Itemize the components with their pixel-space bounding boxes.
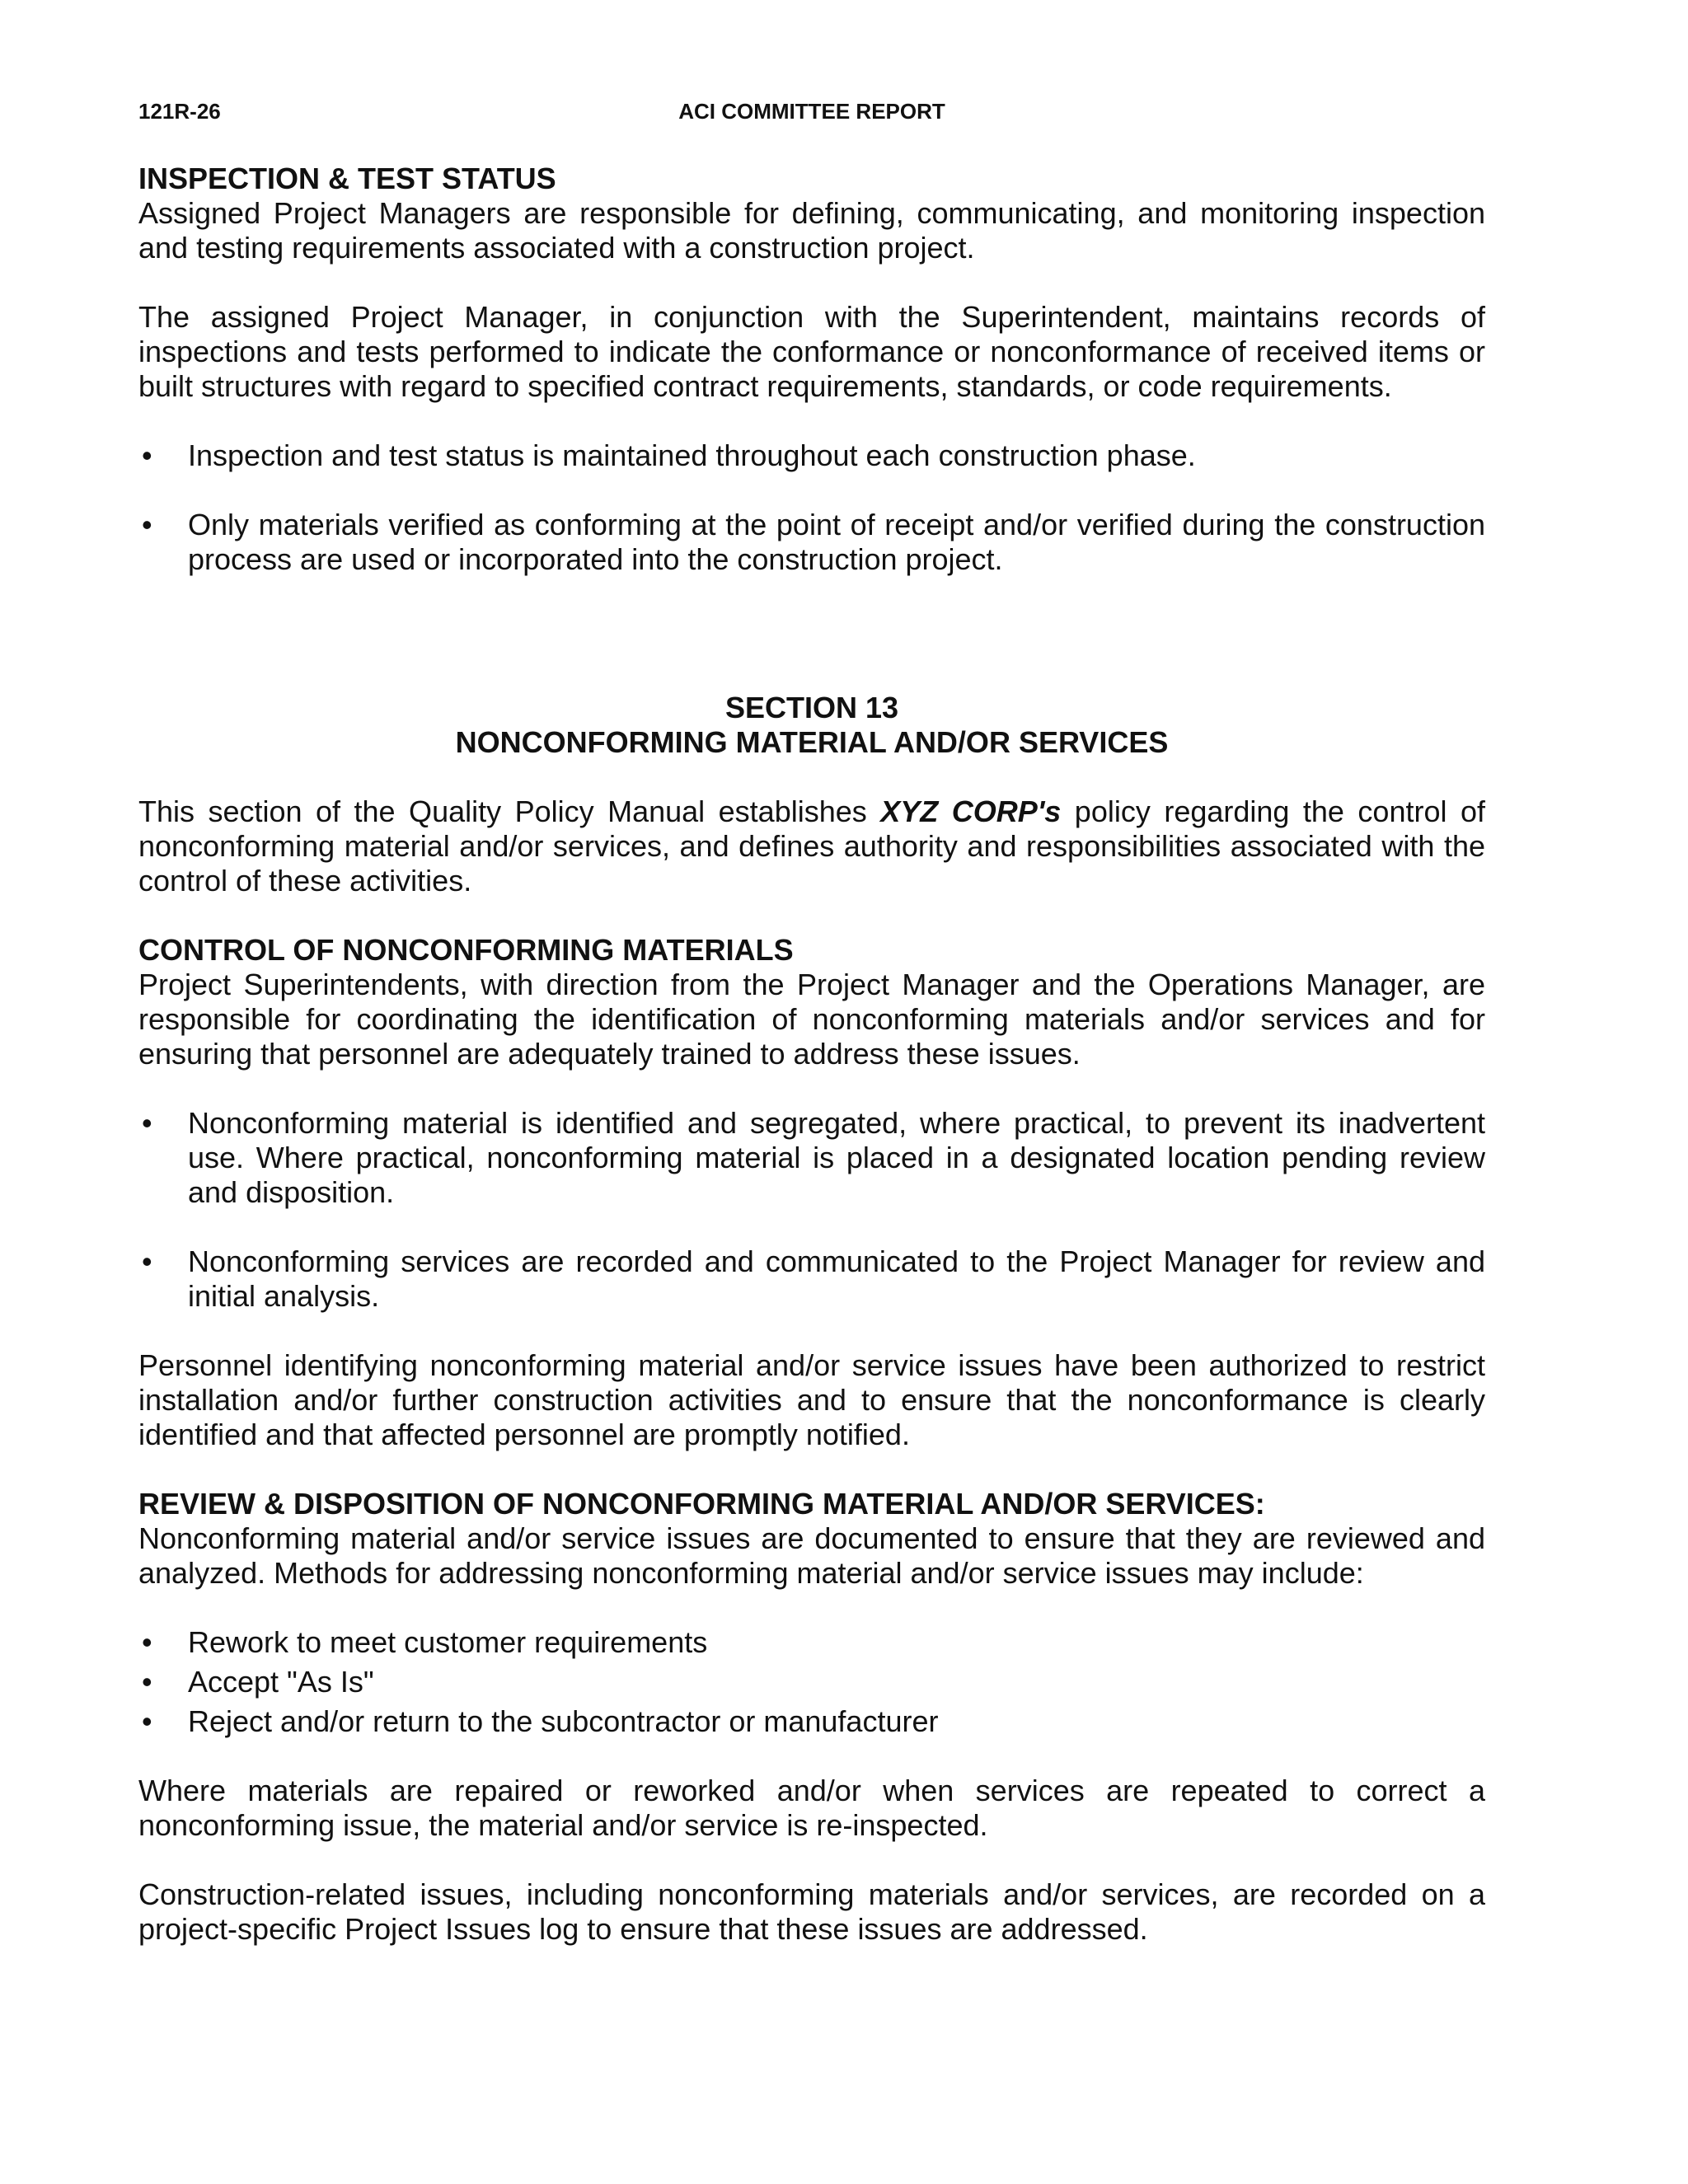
- report-title: ACI COMMITTEE REPORT: [678, 99, 945, 124]
- list-item-text: Inspection and test status is maintained throughout each construction phase.: [188, 438, 1196, 472]
- list-item-text: Nonconforming material is identified and segregated, where practical, to prevent its inadvertent use. Where practical, nonconforming material is placed in a designated location pending review and disposition.: [188, 1106, 1485, 1209]
- intro-text-start: This section of the Quality Policy Manual establishes: [138, 794, 881, 828]
- list-item: [138, 1625, 1485, 1660]
- list-item-text: Reject and/or return to the subcontractor or manufacturer: [188, 1704, 939, 1738]
- list-item-text: Nonconforming services are recorded and communicated to the Project Manager for review and initial analysis.: [188, 1244, 1485, 1313]
- list-item: [138, 438, 1485, 473]
- list-item-text: Only materials verified as conforming at the point of receipt and/or verified during the construction process are used or incorporated into the construction project.: [188, 508, 1485, 576]
- bullet-icon: •: [142, 508, 152, 541]
- list-item-text: Rework to meet customer requirements: [188, 1625, 708, 1659]
- list-item: [138, 508, 1485, 577]
- inspection-paragraph-1: Assigned Project Managers are responsible for defining, communicating, and monitoring inspection and testing requirements associated with a construction project.: [138, 196, 1485, 265]
- bullet-icon: •: [142, 1704, 152, 1738]
- control-bullet-list: [138, 1106, 1485, 1314]
- section-title: NONCONFORMING MATERIAL AND/OR SERVICES: [455, 725, 1169, 759]
- section-13-intro: [138, 794, 1485, 898]
- review-bullet-list: [138, 1625, 1485, 1739]
- list-item: [138, 1106, 1485, 1210]
- page-number: 121R-26: [138, 99, 221, 124]
- list-item: [138, 1704, 1485, 1739]
- bullet-icon: •: [142, 1625, 152, 1659]
- control-heading: CONTROL OF NONCONFORMING MATERIALS: [138, 933, 794, 967]
- bullet-icon: •: [142, 1665, 152, 1699]
- company-name: XYZ CORP's: [880, 794, 1062, 828]
- review-paragraph-1: Nonconforming material and/or service issues are documented to ensure that they are reviewed and analyzed. Methods for addressing nonconforming material and/or service issues may include:: [138, 1521, 1485, 1590]
- review-heading: REVIEW & DISPOSITION OF NONCONFORMING MATERIAL AND/OR SERVICES:: [138, 1487, 1265, 1521]
- inspection-heading: INSPECTION & TEST STATUS: [138, 162, 556, 195]
- review-paragraph-2: Where materials are repaired or reworked and/or when services are repeated to correct a nonconforming issue, the material and/or service is re-inspected.: [138, 1774, 1485, 1842]
- review-paragraph-3: Construction-related issues, including nonconforming materials and/or services, are recorded on a project-specific Project Issues log to ensure that these issues are addressed.: [138, 1877, 1485, 1946]
- list-item: [138, 1665, 1485, 1699]
- document-body: [138, 162, 1485, 1981]
- running-header: [138, 99, 1485, 127]
- bullet-icon: •: [142, 1244, 152, 1278]
- control-paragraph-2: Personnel identifying nonconforming material and/or service issues have been authorized to restrict installation and/or further construction activities and to ensure that the nonconformance is clearly identified and that affected personnel are promptly notified.: [138, 1348, 1485, 1451]
- section-number: SECTION 13: [724, 691, 899, 724]
- bullet-icon: •: [142, 1106, 152, 1140]
- list-item: [138, 1244, 1485, 1314]
- inspection-bullet-list: [138, 438, 1485, 577]
- section-13-title-block: [138, 691, 1485, 760]
- list-item-text: Accept "As Is": [188, 1665, 374, 1699]
- control-paragraph-1: Project Superintendents, with direction from the Project Manager and the Operations Manager, are responsible for coordinating the identification of nonconforming materials and/or services and for ensuring that personnel are adequately trained to address these issues.: [138, 968, 1485, 1071]
- inspection-paragraph-2: The assigned Project Manager, in conjunction with the Superintendent, maintains records of inspections and tests performed to indicate the conformance or nonconformance of received items or built structures with regard to specified contract requirements, standards, or code requirements.: [138, 300, 1485, 403]
- intro-text-end: policy regarding the control of nonconforming material and/or services, and defines authority and responsibilities associated with the control of these activities.: [138, 794, 1485, 898]
- bullet-icon: •: [142, 438, 152, 472]
- section-spacer: [138, 612, 1485, 691]
